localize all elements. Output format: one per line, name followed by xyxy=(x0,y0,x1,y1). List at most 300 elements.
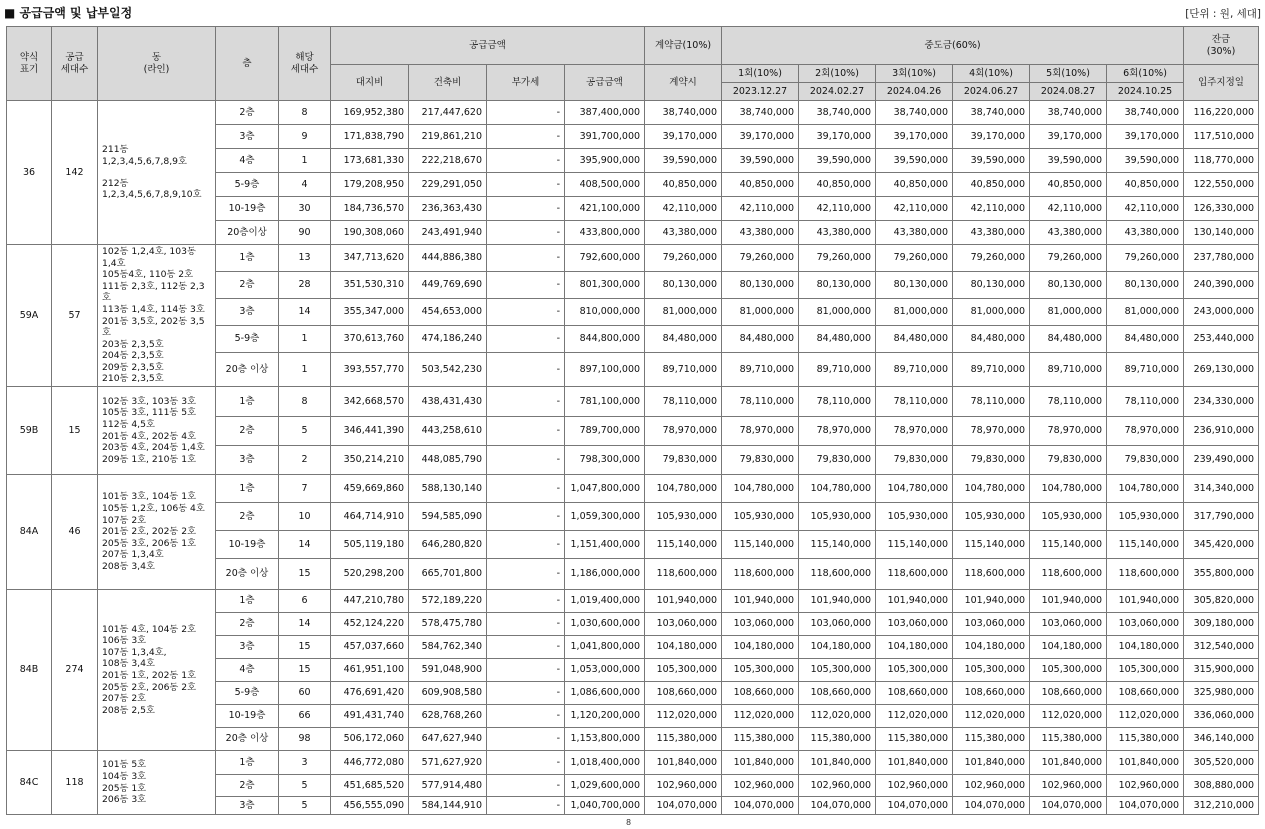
header-middle-5: 5회(10%) xyxy=(1030,65,1107,83)
middle-payment-cell: 43,380,000 xyxy=(799,221,876,245)
vat-cell: - xyxy=(487,446,565,475)
middle-payment-cell: 81,000,000 xyxy=(876,299,953,326)
floor-units-cell: 2 xyxy=(279,446,331,475)
header-balance: 잔금 (30%) xyxy=(1184,27,1259,65)
dong-cell xyxy=(98,751,216,815)
contract-cell: 115,140,000 xyxy=(645,531,722,559)
building-cell: 443,258,610 xyxy=(409,417,487,446)
building-cell: 444,886,380 xyxy=(409,245,487,272)
middle-payment-cell: 79,260,000 xyxy=(1030,245,1107,272)
middle-payment-cell: 104,780,000 xyxy=(953,475,1030,503)
supply-total-cell: 844,800,000 xyxy=(565,326,645,353)
units-cell: 142 xyxy=(52,101,98,245)
middle-payment-cell: 39,590,000 xyxy=(1107,149,1184,173)
middle-payment-cell: 105,300,000 xyxy=(953,659,1030,682)
land-cell: 350,214,210 xyxy=(331,446,409,475)
middle-payment-cell: 89,710,000 xyxy=(799,353,876,387)
floor-cell: 2층 xyxy=(216,272,279,299)
land-cell: 346,441,390 xyxy=(331,417,409,446)
middle-payment-cell: 105,930,000 xyxy=(799,503,876,531)
supply-total-cell: 1,047,800,000 xyxy=(565,475,645,503)
middle-payment-cell: 101,840,000 xyxy=(799,751,876,775)
balance-cell: 345,420,000 xyxy=(1184,531,1259,559)
floor-cell: 2층 xyxy=(216,101,279,125)
vat-cell: - xyxy=(487,475,565,503)
middle-payment-cell: 40,850,000 xyxy=(876,173,953,197)
land-cell: 461,951,100 xyxy=(331,659,409,682)
middle-payment-cell: 39,170,000 xyxy=(799,125,876,149)
middle-payment-cell: 42,110,000 xyxy=(953,197,1030,221)
middle-payment-cell: 78,110,000 xyxy=(953,387,1030,417)
middle-payment-cell: 78,970,000 xyxy=(722,417,799,446)
floor-units-cell: 3 xyxy=(279,751,331,775)
building-cell: 236,363,430 xyxy=(409,197,487,221)
building-cell: 222,218,670 xyxy=(409,149,487,173)
middle-payment-cell: 104,180,000 xyxy=(799,636,876,659)
middle-payment-cell: 115,140,000 xyxy=(953,531,1030,559)
middle-payment-cell: 104,180,000 xyxy=(876,636,953,659)
supply-total-cell: 1,019,400,000 xyxy=(565,590,645,613)
dong-cell xyxy=(98,475,216,590)
middle-payment-cell: 78,970,000 xyxy=(953,417,1030,446)
units-cell: 46 xyxy=(52,475,98,590)
contract-cell: 43,380,000 xyxy=(645,221,722,245)
land-cell: 169,952,380 xyxy=(331,101,409,125)
type-cell: 84B xyxy=(7,590,52,751)
middle-payment-cell: 118,600,000 xyxy=(876,559,953,590)
vat-cell: - xyxy=(487,503,565,531)
contract-cell: 101,840,000 xyxy=(645,751,722,775)
middle-payment-cell: 38,740,000 xyxy=(1030,101,1107,125)
dong-line: 201동 1호, 202동 1호 xyxy=(102,670,196,681)
middle-payment-cell: 79,260,000 xyxy=(1107,245,1184,272)
header-contract-time: 계약시 xyxy=(645,65,722,101)
floor-cell: 4층 xyxy=(216,149,279,173)
middle-payment-cell: 115,140,000 xyxy=(722,531,799,559)
middle-payment-cell: 102,960,000 xyxy=(1107,775,1184,797)
land-cell: 184,736,570 xyxy=(331,197,409,221)
floor-cell: 1층 xyxy=(216,590,279,613)
dong-line: 107동 2호 xyxy=(102,514,147,526)
header-middle: 중도금(60%) xyxy=(722,27,1184,65)
floor-units-cell: 8 xyxy=(279,387,331,417)
middle-payment-cell: 40,850,000 xyxy=(1030,173,1107,197)
middle-payment-cell: 89,710,000 xyxy=(953,353,1030,387)
dong-line: 102동 3호, 103동 3호 xyxy=(102,395,196,407)
dong-line: 201동 4호, 202동 4호 xyxy=(102,430,196,442)
balance-cell: 336,060,000 xyxy=(1184,705,1259,728)
middle-payment-cell: 79,260,000 xyxy=(799,245,876,272)
land-cell: 393,557,770 xyxy=(331,353,409,387)
dong-line: 107동 1,3,4호, xyxy=(102,646,167,658)
middle-payment-cell: 108,660,000 xyxy=(799,682,876,705)
contract-cell: 89,710,000 xyxy=(645,353,722,387)
middle-payment-cell: 108,660,000 xyxy=(1107,682,1184,705)
vat-cell: - xyxy=(487,590,565,613)
middle-payment-cell: 84,480,000 xyxy=(1107,326,1184,353)
balance-cell: 117,510,000 xyxy=(1184,125,1259,149)
middle-payment-cell: 112,020,000 xyxy=(799,705,876,728)
middle-payment-cell: 39,590,000 xyxy=(953,149,1030,173)
contract-cell: 40,850,000 xyxy=(645,173,722,197)
dong-line: 101동 4호, 104동 2호 xyxy=(102,623,196,635)
building-cell: 628,768,260 xyxy=(409,705,487,728)
type-cell: 59B xyxy=(7,387,52,475)
floor-units-cell: 98 xyxy=(279,728,331,751)
middle-payment-cell: 78,110,000 xyxy=(1030,387,1107,417)
building-cell: 243,491,940 xyxy=(409,221,487,245)
contract-cell: 78,970,000 xyxy=(645,417,722,446)
type-cell: 36 xyxy=(7,101,52,245)
dong-line: 101동 5호 xyxy=(102,759,147,771)
dong-line: 1,2,3,4,5,6,7,8,9호 xyxy=(102,155,187,167)
section-title: ■ 공급금액 및 납부일정 xyxy=(4,6,133,20)
supply-total-cell: 789,700,000 xyxy=(565,417,645,446)
middle-payment-cell: 40,850,000 xyxy=(953,173,1030,197)
dong-line: 211동 xyxy=(102,144,129,156)
floor-cell: 2층 xyxy=(216,417,279,446)
building-cell: 229,291,050 xyxy=(409,173,487,197)
building-cell: 219,861,210 xyxy=(409,125,487,149)
floor-cell: 20층이상 xyxy=(216,221,279,245)
middle-payment-cell: 105,300,000 xyxy=(1107,659,1184,682)
land-cell: 520,298,200 xyxy=(331,559,409,590)
middle-payment-cell: 104,180,000 xyxy=(1030,636,1107,659)
contract-cell: 112,020,000 xyxy=(645,705,722,728)
land-cell: 447,210,780 xyxy=(331,590,409,613)
building-cell: 503,542,230 xyxy=(409,353,487,387)
balance-cell: 118,770,000 xyxy=(1184,149,1259,173)
floor-units-cell: 4 xyxy=(279,173,331,197)
supply-total-cell: 433,800,000 xyxy=(565,221,645,245)
middle-payment-cell: 38,740,000 xyxy=(799,101,876,125)
middle-payment-cell: 79,830,000 xyxy=(953,446,1030,475)
supply-total-cell: 1,040,700,000 xyxy=(565,797,645,815)
middle-payment-cell: 43,380,000 xyxy=(876,221,953,245)
vat-cell: - xyxy=(487,272,565,299)
header-units: 공급 세대수 xyxy=(52,27,98,101)
middle-payment-cell: 102,960,000 xyxy=(1030,775,1107,797)
middle-payment-cell: 79,830,000 xyxy=(799,446,876,475)
middle-payment-cell: 112,020,000 xyxy=(953,705,1030,728)
dong-line: 201동 3,5호, 202동 3,5호 xyxy=(102,315,205,339)
supply-total-cell: 897,100,000 xyxy=(565,353,645,387)
building-cell: 647,627,940 xyxy=(409,728,487,751)
land-cell: 171,838,790 xyxy=(331,125,409,149)
contract-cell: 115,380,000 xyxy=(645,728,722,751)
vat-cell: - xyxy=(487,101,565,125)
floor-units-cell: 28 xyxy=(279,272,331,299)
middle-payment-cell: 118,600,000 xyxy=(722,559,799,590)
middle-payment-cell: 79,260,000 xyxy=(722,245,799,272)
middle-payment-cell: 108,660,000 xyxy=(722,682,799,705)
vat-cell: - xyxy=(487,775,565,797)
dong-line: 208동 3,4호 xyxy=(102,560,155,572)
contract-cell: 102,960,000 xyxy=(645,775,722,797)
dong-line: 112동 4,5호 xyxy=(102,418,155,430)
land-cell: 476,691,420 xyxy=(331,682,409,705)
units-cell: 118 xyxy=(52,751,98,815)
middle-payment-cell: 78,970,000 xyxy=(1107,417,1184,446)
middle-payment-cell: 79,830,000 xyxy=(722,446,799,475)
building-cell: 572,189,220 xyxy=(409,590,487,613)
table-row xyxy=(7,475,1259,503)
floor-units-cell: 60 xyxy=(279,682,331,705)
contract-cell: 81,000,000 xyxy=(645,299,722,326)
floor-units-cell: 9 xyxy=(279,125,331,149)
building-cell: 448,085,790 xyxy=(409,446,487,475)
floor-cell: 3층 xyxy=(216,636,279,659)
building-cell: 438,431,430 xyxy=(409,387,487,417)
middle-payment-cell: 39,170,000 xyxy=(722,125,799,149)
floor-cell: 1층 xyxy=(216,387,279,417)
dong-line: 212동 xyxy=(102,177,129,189)
middle-payment-cell: 104,180,000 xyxy=(953,636,1030,659)
contract-cell: 105,300,000 xyxy=(645,659,722,682)
header-middle-3-date: 2024.04.26 xyxy=(876,83,953,101)
header-middle-4: 4회(10%) xyxy=(953,65,1030,83)
land-cell: 456,555,090 xyxy=(331,797,409,815)
vat-cell: - xyxy=(487,659,565,682)
dong-line: 113동 1,4호, 114동 3호 xyxy=(102,303,205,315)
building-cell: 588,130,140 xyxy=(409,475,487,503)
middle-payment-cell: 102,960,000 xyxy=(953,775,1030,797)
balance-cell: 243,000,000 xyxy=(1184,299,1259,326)
dong-line: 206동 3호 xyxy=(102,794,147,806)
type-cell: 84A xyxy=(7,475,52,590)
balance-cell: 308,880,000 xyxy=(1184,775,1259,797)
middle-payment-cell: 105,930,000 xyxy=(1030,503,1107,531)
middle-payment-cell: 84,480,000 xyxy=(1030,326,1107,353)
middle-payment-cell: 80,130,000 xyxy=(953,272,1030,299)
header-type: 약식 표기 xyxy=(7,27,52,101)
floor-cell: 3층 xyxy=(216,125,279,149)
balance-cell: 305,820,000 xyxy=(1184,590,1259,613)
balance-cell: 126,330,000 xyxy=(1184,197,1259,221)
land-cell: 505,119,180 xyxy=(331,531,409,559)
floor-cell: 1층 xyxy=(216,245,279,272)
middle-payment-cell: 108,660,000 xyxy=(953,682,1030,705)
middle-payment-cell: 39,170,000 xyxy=(876,125,953,149)
building-cell: 578,475,780 xyxy=(409,613,487,636)
table-row xyxy=(7,751,1259,775)
middle-payment-cell: 118,600,000 xyxy=(1107,559,1184,590)
building-cell: 571,627,920 xyxy=(409,751,487,775)
table-row xyxy=(7,387,1259,417)
dong-line: 210동 2,3,5호 xyxy=(102,373,164,385)
middle-payment-cell: 43,380,000 xyxy=(953,221,1030,245)
land-cell: 370,613,760 xyxy=(331,326,409,353)
middle-payment-cell: 105,930,000 xyxy=(953,503,1030,531)
middle-payment-cell: 101,840,000 xyxy=(1030,751,1107,775)
middle-payment-cell: 104,780,000 xyxy=(799,475,876,503)
middle-payment-cell: 104,180,000 xyxy=(722,636,799,659)
middle-payment-cell: 104,070,000 xyxy=(876,797,953,815)
middle-payment-cell: 105,300,000 xyxy=(722,659,799,682)
supply-total-cell: 810,000,000 xyxy=(565,299,645,326)
land-cell: 446,772,080 xyxy=(331,751,409,775)
vat-cell: - xyxy=(487,728,565,751)
floor-units-cell: 14 xyxy=(279,299,331,326)
contract-cell: 39,590,000 xyxy=(645,149,722,173)
middle-payment-cell: 101,840,000 xyxy=(876,751,953,775)
middle-payment-cell: 81,000,000 xyxy=(953,299,1030,326)
dong-line: 104동 3호 xyxy=(102,770,147,782)
middle-payment-cell: 115,140,000 xyxy=(876,531,953,559)
header-contract: 계약금(10%) xyxy=(645,27,722,65)
floor-cell: 5-9층 xyxy=(216,326,279,353)
contract-cell: 108,660,000 xyxy=(645,682,722,705)
header-move-in: 입주지정일 xyxy=(1184,65,1259,101)
building-cell: 217,447,620 xyxy=(409,101,487,125)
land-cell: 451,685,520 xyxy=(331,775,409,797)
balance-cell: 239,490,000 xyxy=(1184,446,1259,475)
dong-line: 102동 1,2,4호, 103동 1,4호 xyxy=(102,245,196,269)
middle-payment-cell: 38,740,000 xyxy=(953,101,1030,125)
middle-payment-cell: 81,000,000 xyxy=(1107,299,1184,326)
floor-units-cell: 90 xyxy=(279,221,331,245)
middle-payment-cell: 112,020,000 xyxy=(1030,705,1107,728)
building-cell: 594,585,090 xyxy=(409,503,487,531)
middle-payment-cell: 40,850,000 xyxy=(1107,173,1184,197)
middle-payment-cell: 80,130,000 xyxy=(722,272,799,299)
header-middle-2: 2회(10%) xyxy=(799,65,876,83)
middle-payment-cell: 118,600,000 xyxy=(799,559,876,590)
floor-cell: 10-19층 xyxy=(216,531,279,559)
contract-cell: 38,740,000 xyxy=(645,101,722,125)
middle-payment-cell: 79,260,000 xyxy=(953,245,1030,272)
land-cell: 506,172,060 xyxy=(331,728,409,751)
middle-payment-cell: 101,940,000 xyxy=(1030,590,1107,613)
dong-line xyxy=(102,168,211,178)
middle-payment-cell: 104,070,000 xyxy=(799,797,876,815)
building-cell: 584,144,910 xyxy=(409,797,487,815)
middle-payment-cell: 39,590,000 xyxy=(722,149,799,173)
middle-payment-cell: 80,130,000 xyxy=(1030,272,1107,299)
land-cell: 342,668,570 xyxy=(331,387,409,417)
floor-cell: 10-19층 xyxy=(216,197,279,221)
dong-line: 207동 2호 xyxy=(102,693,147,705)
supply-total-cell: 1,120,200,000 xyxy=(565,705,645,728)
dong-cell xyxy=(98,590,216,751)
middle-payment-cell: 101,940,000 xyxy=(953,590,1030,613)
header-floor: 층 xyxy=(216,27,279,101)
page-number: 8 xyxy=(626,818,632,827)
balance-cell: 236,910,000 xyxy=(1184,417,1259,446)
dong-line: 101동 3호, 104동 1호 xyxy=(102,491,196,503)
land-cell: 179,208,950 xyxy=(331,173,409,197)
balance-cell: 130,140,000 xyxy=(1184,221,1259,245)
floor-cell: 4층 xyxy=(216,659,279,682)
dong-line: 201동 2호, 202동 2호 xyxy=(102,526,196,538)
floor-cell: 10-19층 xyxy=(216,705,279,728)
header-building: 건축비 xyxy=(409,65,487,101)
dong-line: 111동 2,3호, 112동 2,3호 xyxy=(102,280,205,304)
middle-payment-cell: 39,590,000 xyxy=(876,149,953,173)
middle-payment-cell: 84,480,000 xyxy=(953,326,1030,353)
table-body xyxy=(7,101,1259,815)
middle-payment-cell: 43,380,000 xyxy=(722,221,799,245)
supply-total-cell: 391,700,000 xyxy=(565,125,645,149)
middle-payment-cell: 105,930,000 xyxy=(722,503,799,531)
dong-line: 106동 3호 xyxy=(102,635,147,647)
middle-payment-cell: 115,380,000 xyxy=(1107,728,1184,751)
middle-payment-cell: 104,070,000 xyxy=(1107,797,1184,815)
balance-cell: 253,440,000 xyxy=(1184,326,1259,353)
middle-payment-cell: 43,380,000 xyxy=(1030,221,1107,245)
middle-payment-cell: 103,060,000 xyxy=(953,613,1030,636)
table-row xyxy=(7,245,1259,272)
middle-payment-cell: 80,130,000 xyxy=(876,272,953,299)
floor-cell: 1층 xyxy=(216,475,279,503)
balance-cell: 116,220,000 xyxy=(1184,101,1259,125)
dong-cell xyxy=(98,387,216,475)
middle-payment-cell: 104,780,000 xyxy=(876,475,953,503)
units-cell: 57 xyxy=(52,245,98,387)
header-middle-5-date: 2024.08.27 xyxy=(1030,83,1107,101)
land-cell: 459,669,860 xyxy=(331,475,409,503)
supply-total-cell: 1,029,600,000 xyxy=(565,775,645,797)
middle-payment-cell: 78,970,000 xyxy=(799,417,876,446)
dong-line: 105동 1,2호, 106동 4호 xyxy=(102,503,205,515)
table-header xyxy=(7,27,1259,101)
contract-cell: 42,110,000 xyxy=(645,197,722,221)
middle-payment-cell: 103,060,000 xyxy=(1030,613,1107,636)
balance-cell: 312,210,000 xyxy=(1184,797,1259,815)
supply-total-cell: 781,100,000 xyxy=(565,387,645,417)
balance-cell: 309,180,000 xyxy=(1184,613,1259,636)
supply-total-cell: 421,100,000 xyxy=(565,197,645,221)
header-supply-total: 공급금액 xyxy=(565,65,645,101)
supply-total-cell: 387,400,000 xyxy=(565,101,645,125)
middle-payment-cell: 79,260,000 xyxy=(876,245,953,272)
supply-total-cell: 1,186,000,000 xyxy=(565,559,645,590)
contract-cell: 105,930,000 xyxy=(645,503,722,531)
floor-cell: 5-9층 xyxy=(216,173,279,197)
middle-payment-cell: 115,380,000 xyxy=(1030,728,1107,751)
header-middle-3: 3회(10%) xyxy=(876,65,953,83)
vat-cell: - xyxy=(487,613,565,636)
middle-payment-cell: 79,830,000 xyxy=(1107,446,1184,475)
middle-payment-cell: 103,060,000 xyxy=(799,613,876,636)
balance-cell: 315,900,000 xyxy=(1184,659,1259,682)
building-cell: 609,908,580 xyxy=(409,682,487,705)
middle-payment-cell: 42,110,000 xyxy=(1030,197,1107,221)
middle-payment-cell: 39,170,000 xyxy=(953,125,1030,149)
middle-payment-cell: 42,110,000 xyxy=(1107,197,1184,221)
floor-cell: 20층 이상 xyxy=(216,353,279,387)
floor-units-cell: 6 xyxy=(279,590,331,613)
middle-payment-cell: 101,840,000 xyxy=(1107,751,1184,775)
supply-total-cell: 1,059,300,000 xyxy=(565,503,645,531)
floor-units-cell: 1 xyxy=(279,326,331,353)
supply-total-cell: 798,300,000 xyxy=(565,446,645,475)
middle-payment-cell: 89,710,000 xyxy=(876,353,953,387)
balance-cell: 234,330,000 xyxy=(1184,387,1259,417)
contract-cell: 80,130,000 xyxy=(645,272,722,299)
vat-cell: - xyxy=(487,531,565,559)
middle-payment-cell: 118,600,000 xyxy=(1030,559,1107,590)
balance-cell: 312,540,000 xyxy=(1184,636,1259,659)
header-middle-4-date: 2024.06.27 xyxy=(953,83,1030,101)
floor-cell: 2층 xyxy=(216,503,279,531)
middle-payment-cell: 101,840,000 xyxy=(722,751,799,775)
middle-payment-cell: 104,780,000 xyxy=(1030,475,1107,503)
land-cell: 457,037,660 xyxy=(331,636,409,659)
middle-payment-cell: 81,000,000 xyxy=(722,299,799,326)
vat-cell: - xyxy=(487,173,565,197)
contract-cell: 104,070,000 xyxy=(645,797,722,815)
